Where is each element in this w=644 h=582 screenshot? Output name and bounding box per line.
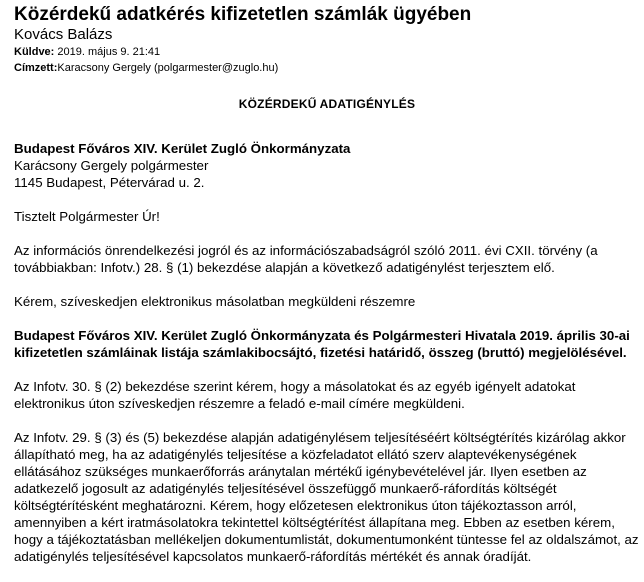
to-label: Címzett: xyxy=(14,62,58,74)
paragraph-delivery: Az Infotv. 30. § (2) bekezdése szerint kérem, hogy a másolatokat és az egyéb igényelt adatokat elektronikus úton szíveskedjen részemre a feladó e-mail címére megküldeni. xyxy=(14,379,576,411)
recipient-person: Karácsony Gergely polgármester xyxy=(14,158,209,173)
email-subject: Közérdekű adatkérés kifizetetlen számlák ügyében xyxy=(14,4,472,25)
paragraph-cost: Az Infotv. 29. § (3) és (5) bekezdése alapján adatigénylésem teljesítéséért költségtérítés kizárólag akkor állapítható meg, ha az adatigénylés teljesítése a közfeladatot ellátó szerv alaptevékenységének ellátásához szükséges munkaerőforrás aránytalan mértékű igénybevételével jár. Ilyen esetben az adatkezelő jogosult az adatigénylés teljesítésével összefüggő munkaerő-ráfordítás költségét költségtérítésként meghatározni. Kérem, hogy előzetesen elektronikus úton tájékoztasson arról, amennyiben a kért iratmásolatokra tekintettel költségtérítést állapítana meg. Ebben az esetben kérem, hogy a tájékoztatásban mellékeljen dokumentumlistát, dokumentumonként tüntesse fel az oldalszámot, az adatigénylés teljesítésével kapcsolatos munkaerő-ráfordítás mértékét és annak óradíját. xyxy=(14,430,639,564)
paragraph-subject: Budapest Főváros XIV. Kerület Zugló Önkormányzata és Polgármesteri Hivatala 2019. április 30-ai kifizetetlen számláinak listája számlakibocsájtó, fizetési határidő, összeg (bruttó) megjelölésével. xyxy=(14,328,630,360)
sent-value: 2019. május 9. 21:41 xyxy=(57,46,161,58)
recipient-address-block xyxy=(14,140,640,191)
letter-body xyxy=(14,140,640,565)
salutation: Tisztelt Polgármester Úr! xyxy=(14,209,160,224)
sender-name: Kovács Balázs xyxy=(14,26,113,43)
sent-row xyxy=(14,44,640,60)
email-document xyxy=(14,4,640,582)
recipient-address: 1145 Budapest, Pétervárad u. 2. xyxy=(14,175,205,190)
recipient-org: Budapest Főváros XIV. Kerület Zugló Önkormányzata xyxy=(14,141,351,156)
to-value: Karacsony Gergely (polgarmester@zuglo.hu) xyxy=(57,62,279,74)
paragraph-intro: Az információs önrendelkezési jogról és az információszabadságról szóló 2011. évi CXII. törvény (a továbbiakban: Infotv.) 28. § (1) bekezdése alapján a következő adatigénylést terjesztem elő. xyxy=(14,243,598,275)
to-row xyxy=(14,60,640,76)
sent-label: Küldve: xyxy=(14,46,55,58)
paragraph-request: Kérem, szíveskedjen elektronikus másolatban megküldeni részemre xyxy=(14,294,416,309)
letter-heading: KÖZÉRDEKŰ ADATIGÉNYLÉS xyxy=(238,97,416,111)
